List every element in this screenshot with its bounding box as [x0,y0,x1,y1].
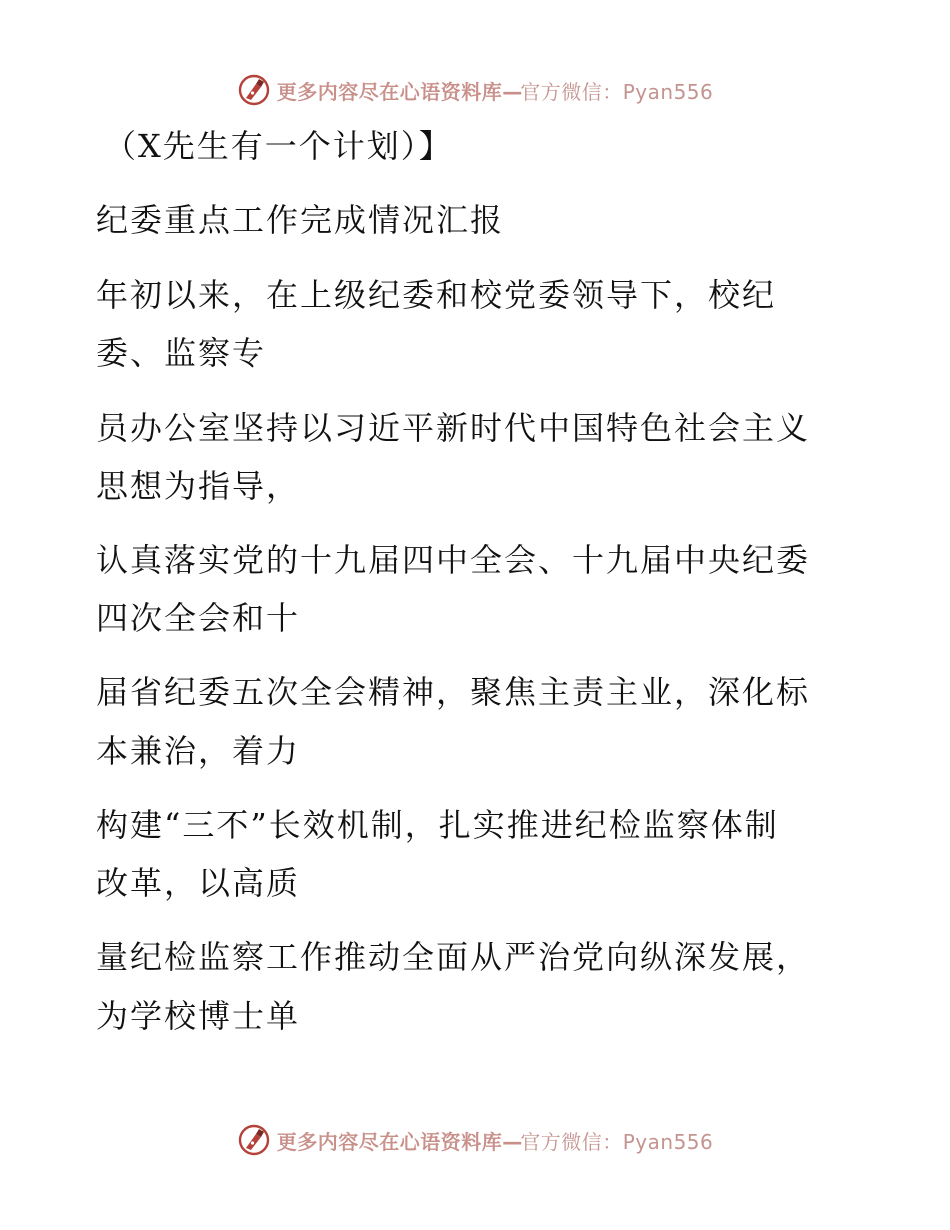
watermark-separator: — [502,79,521,104]
watermark-site-text: 更多内容尽在心语资料库 [276,1129,503,1154]
watermark-site-text: 更多内容尽在心语资料库 [276,79,503,104]
doc-line: （X先生有一个计划）】 [104,127,453,165]
doc-line: 为学校博士单 [96,997,301,1035]
header-watermark [0,70,950,110]
doc-line: 年初以来，在上级纪委和校党委领导下，校纪 [96,276,777,314]
doc-line: 本兼治，着力 [96,732,301,770]
doc-line: 认真落实党的十九届四中全会、十九届中央纪委 [96,541,811,579]
doc-line: 改革，以高质 [96,864,301,902]
watermark-wechat-id: Pyan556 [622,79,714,104]
watermark-separator: — [502,1129,521,1154]
doc-line: 委、监察专 [96,334,267,372]
doc-line: 构建“三不”长效机制，扎实推进纪检监察体制 [96,806,779,844]
watermark-wechat-id: Pyan556 [622,1129,714,1154]
pen-nib-logo-icon [237,1123,271,1157]
doc-line: 量纪检监察工作推动全面从严治党向纵深发展， [96,938,811,976]
watermark-wechat-label: 官方微信： [520,79,623,104]
doc-line: 四次全会和十 [96,599,301,637]
doc-line: 思想为指导， [96,467,301,505]
watermark-wechat-label: 官方微信： [520,1129,623,1154]
watermark-text [277,1126,714,1155]
doc-line: 届省纪委五次全会精神，聚焦主责主业，深化标 [96,673,811,711]
footer-watermark [0,1120,950,1160]
watermark-text [277,76,714,105]
pen-nib-logo-icon [237,73,271,107]
doc-line: 员办公室坚持以习近平新时代中国特色社会主义 [96,409,811,447]
doc-line: 纪委重点工作完成情况汇报 [96,201,505,239]
